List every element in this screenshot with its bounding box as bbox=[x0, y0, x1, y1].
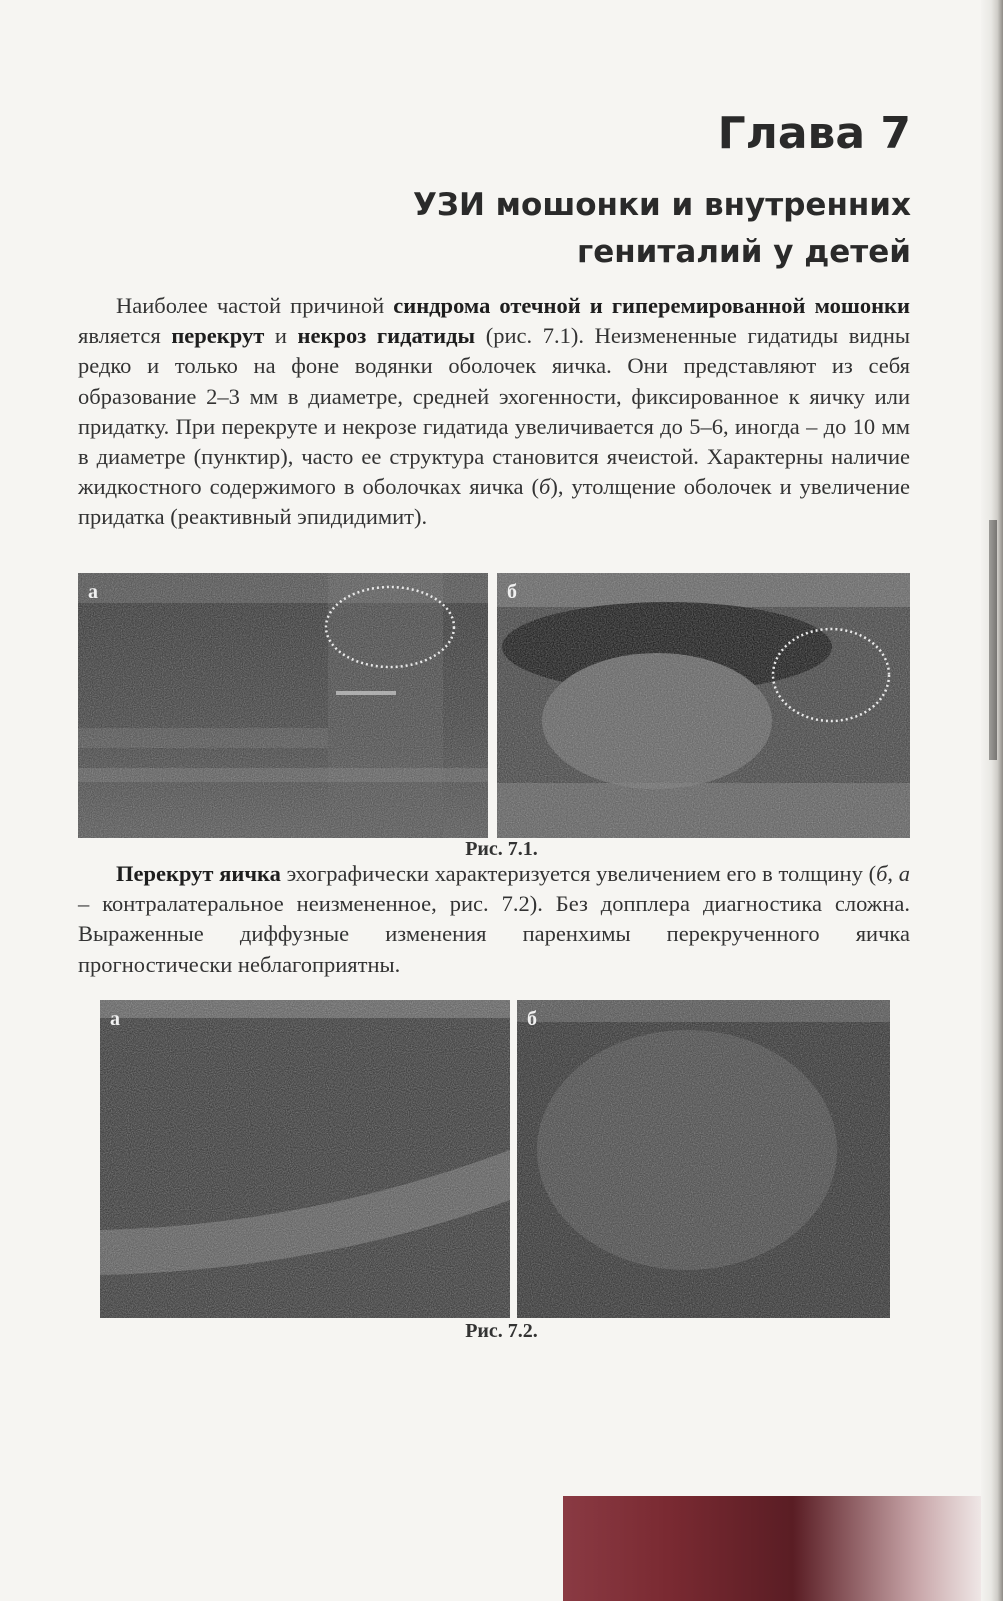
panel-label-a: а bbox=[110, 1008, 120, 1030]
p1-bold-torsion: перекрут bbox=[171, 323, 265, 349]
chapter-number: Глава 7 bbox=[717, 108, 911, 159]
paragraph-testicular-torsion bbox=[78, 859, 910, 980]
panel-label-a: а bbox=[88, 581, 98, 603]
p1-bold-necrosis: некроз гидатиды bbox=[297, 323, 476, 349]
book-spine-edge bbox=[981, 0, 1003, 1601]
chapter-title-line1: УЗИ мошонки и внутренних bbox=[413, 187, 911, 223]
ultrasound-image-7-2a bbox=[100, 1000, 510, 1318]
p2-bold-torsion: Перекрут яичка bbox=[116, 861, 281, 886]
page-edge-marker bbox=[563, 1496, 981, 1601]
ultrasound-image-7-1b bbox=[497, 573, 910, 838]
chapter-title-line2: гениталий у детей bbox=[577, 234, 911, 270]
figure-caption-7-2: Рис. 7.2. bbox=[465, 1320, 538, 1342]
p2-italic-a: а bbox=[898, 861, 910, 886]
ultrasound-image-7-2b bbox=[517, 1000, 890, 1318]
ultrasound-graphic bbox=[100, 1000, 510, 1318]
p1-italic-b: б bbox=[539, 474, 551, 500]
p1-bold-syndrome: синдрома отечной и гиперемированной мошонки bbox=[393, 293, 910, 318]
ultrasound-image-7-1a bbox=[78, 573, 488, 838]
p1-text-1: Наиболее частой причиной bbox=[116, 293, 394, 318]
p2-text-1: эхографически характеризуется увеличением его в толщину ( bbox=[280, 861, 877, 886]
p1-text-4: (рис. 7.1). Неизмененные гидатиды видны редко и только на фоне водянки оболочек яичка. Они представляют из себя образование 2–3 мм в диаметре, средней эхогенности, фиксированное к яичку или придатку. При перекруте и некрозе гидатида увеличивается до 5–6, иногда – до 10 мм в диаметре (пунктир), часто ее структура становится ячеистой. Характерны наличие жидкостного содержимого в оболочках яичка ( bbox=[78, 323, 910, 500]
ultrasound-graphic bbox=[517, 1000, 890, 1318]
spine-shadow bbox=[989, 520, 997, 760]
p1-text-3: и bbox=[264, 323, 298, 349]
figure-caption-7-1: Рис. 7.1. bbox=[465, 838, 538, 860]
ultrasound-graphic bbox=[497, 573, 910, 838]
panel-label-b: б bbox=[527, 1008, 537, 1030]
p2-text-2: , bbox=[887, 861, 899, 886]
p1-text-5: ), утолщение оболочек и увеличение придатка (реактивный эпидидимит). bbox=[78, 474, 910, 530]
p1-text-2: является bbox=[78, 323, 172, 349]
p2-text-3: – контралатеральное неизмененное, рис. 7.2). Без допплера диагностика сложна. Выраженные диффузные изменения паренхимы перекрученного яичка прогностически неблагоприятны. bbox=[78, 891, 910, 977]
panel-label-b: б bbox=[507, 581, 517, 603]
paragraph-hydatid bbox=[78, 291, 910, 533]
p2-italic-b: б bbox=[876, 861, 888, 886]
ultrasound-graphic bbox=[78, 573, 488, 838]
chapter-title bbox=[311, 182, 911, 276]
